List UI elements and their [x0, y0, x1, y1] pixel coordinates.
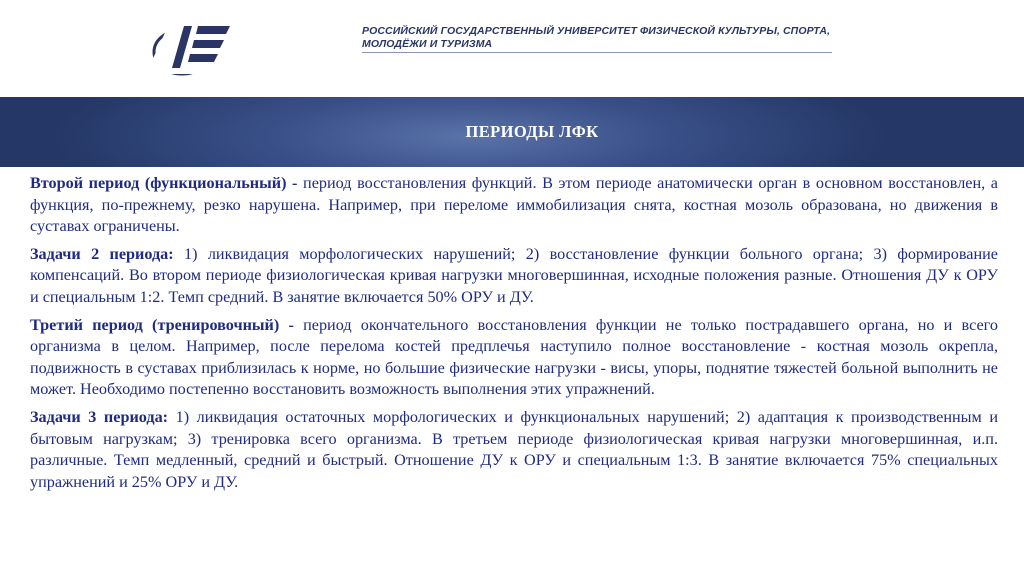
- paragraph-lead: Задачи 3 периода:: [30, 407, 169, 426]
- title-band: [0, 97, 1024, 167]
- header-divider: [362, 52, 832, 53]
- paragraph-lead: Третий период (тренировочный) -: [30, 315, 294, 334]
- paragraph-lead: Задачи 2 периода:: [30, 244, 174, 263]
- university-name-line-2: МОЛОДЁЖИ И ТУРИЗМА: [362, 38, 493, 50]
- university-name: [362, 25, 862, 51]
- slide-content: [30, 173, 998, 499]
- paragraph-text: 1) ликвидация морфологических нарушений; 2) восстановление функции больного органа; 3) формирование компенсаций. Во втором периоде физиологическая кривая нагрузки многовершинная, исходные положения разные. Отношения ДУ к ОРУ и специальным 1:2. Темп средний. В занятие включается 50% ОРУ и ДУ.: [30, 244, 998, 306]
- paragraph-text: 1) ликвидация остаточных морфологических и функциональных нарушений; 2) адаптация к производственным и бытовым нагрузкам; 3) тренировка всего организма. В третьем периоде физиологическая кривая нагрузки многовершинная, и.п. различные. Темп медленный, средний и быстрый. Отношение ДУ к ОРУ и специальным 1:3. В занятие включается 75% специальных упражнений и 25% ОРУ и ДУ.: [30, 407, 998, 491]
- paragraph-third-period: [30, 315, 998, 401]
- slide-title: ПЕРИОДЫ ЛФК: [465, 122, 599, 141]
- paragraph-tasks-period-3: [30, 407, 998, 493]
- paragraph-text: период восстановления функций. В этом периоде анатомически орган в основном восстановлен, а функция, по-прежнему, резко нарушена. Например, при переломе иммобилизация снята, костная мозоль образована, но движения в суставах ограничены.: [30, 174, 998, 236]
- paragraph-tasks-period-2: [30, 244, 998, 309]
- paragraph-lead: Второй период (функциональный) -: [30, 174, 298, 192]
- paragraph-second-period: [30, 173, 998, 238]
- university-logo-icon: [150, 22, 232, 78]
- paragraph-text: период окончательного восстановления функции не только пострадавшего органа, но и всего организма в целом. Например, после перелома костей предплечья наступило полное восстановление - костная мозоль окрепла, подвижность в суставах приблизилась к норме, но большие физические нагрузки - висы, упоры, поднятие тяжестей больной выполнить не может. Необходимо постепенно восстановить возможность выполнения этих упражнений.: [30, 315, 998, 399]
- university-name-line-1: РОССИЙСКИЙ ГОСУДАРСТВЕННЫЙ УНИВЕРСИТЕТ ФИЗИЧЕСКОЙ КУЛЬТУРЫ, СПОРТА,: [362, 25, 831, 37]
- slide-header: [0, 0, 1024, 96]
